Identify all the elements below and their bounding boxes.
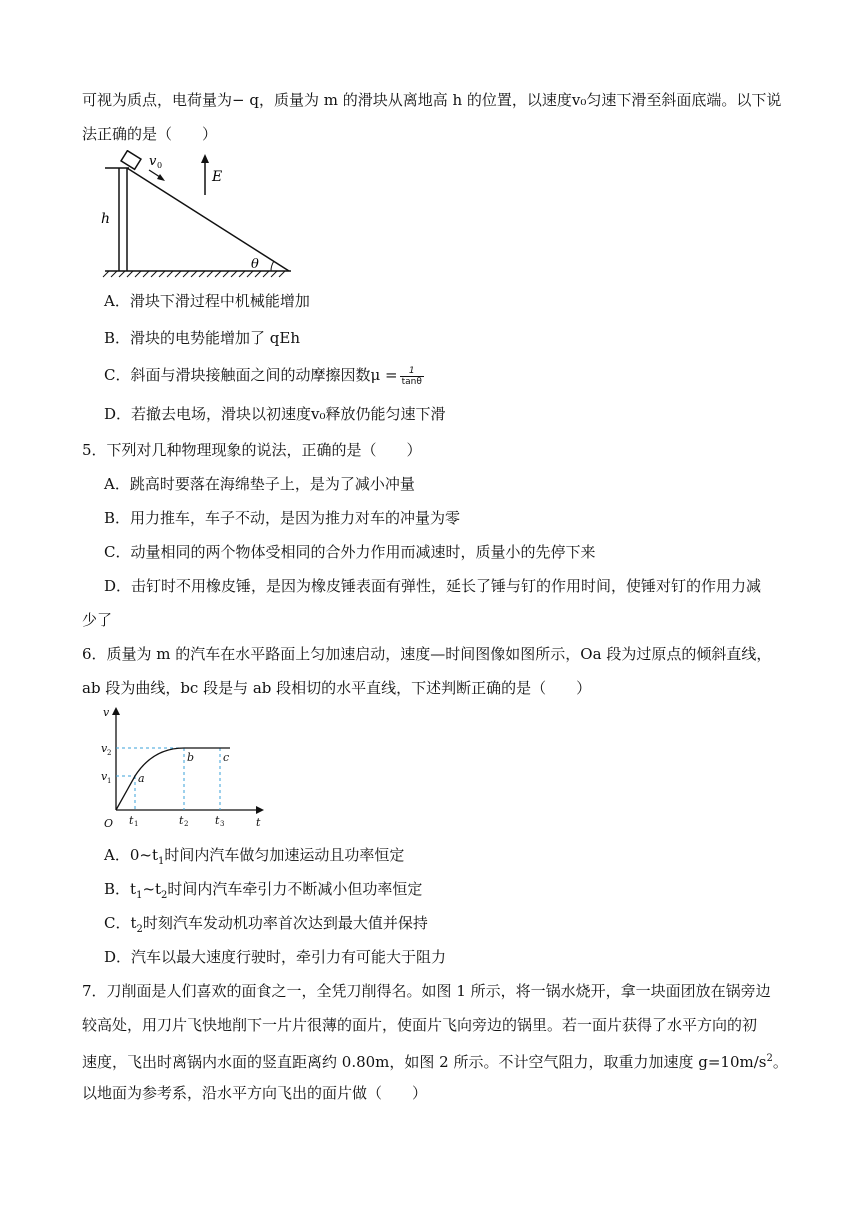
q7-line3: 速度，飞出时离锅内水面的竖直距离约 0.80m，如图 2 所示。不计空气阻力，取重力加速度 $g=10m/s^2$。 [82, 1053, 788, 1071]
q7-line1: 7．刀削面是人们喜欢的面食之一，全凭刀削得名。如图 1 所示，将一锅水烧开，拿一块面团放在锅旁边 [82, 982, 771, 1000]
q6-stem-line2: ab 段为曲线，bc 段是与 ab 段相切的水平直线，下述判断正确的是（ ） [82, 679, 592, 697]
q4-option-a: A．滑块下滑过程中机械能增加 [104, 292, 310, 310]
v-axis-label: v [103, 706, 110, 719]
q4-option-d: D．若撤去电场，滑块以初速度v₀释放仍能匀速下滑 [104, 405, 446, 423]
q6-option-d: D．汽车以最大速度行驶时，牵引力有可能大于阻力 [104, 948, 447, 966]
q6-option-c: C．$t_2$时刻汽车发动机功率首次达到最大值并保持 [104, 914, 428, 935]
q5-option-c: C．动量相同的两个物体受相同的合外力作用而减速时，质量小的先停下来 [104, 543, 596, 561]
svg-text:2: 2 [107, 749, 112, 757]
incline-figure [95, 150, 305, 280]
t2-label: t [179, 814, 184, 827]
q5-option-d-continued: 少了 [82, 611, 113, 629]
q6-option-a: A．$0\sim t_1$时间内汽车做匀加速运动且功率恒定 [104, 846, 405, 867]
t1-label: t [129, 814, 134, 827]
svg-text:2: 2 [184, 820, 189, 828]
fraction-1-over-tan-theta: $\frac{1}{\tan\theta}$ [401, 365, 422, 387]
point-b-label: b [187, 751, 195, 764]
q7-line4: 以地面为参考系，沿水平方向飞出的面片做（ ） [82, 1084, 428, 1102]
e-field-label: E [212, 169, 223, 185]
q5-option-b: B．用力推车，车子不动，是因为推力对车的冲量为零 [104, 509, 461, 527]
t3-label: t [215, 814, 220, 827]
vt-graph [98, 704, 273, 829]
q5-option-d: D．击钉时不用橡皮锤，是因为橡皮锤表面有弹性，延长了锤与钉的作用时间，使锤对钉的作用力减 [104, 577, 762, 595]
origin-label: O [104, 817, 114, 829]
v0-sub: 0 [157, 161, 163, 170]
q4-option-b: B．滑块的电势能增加了 qEh [104, 329, 301, 347]
q6-stem-line1: 6．质量为 m 的汽车在水平路面上匀加速启动，速度—时间图像如图所示，Oa 段为过原点的倾斜直线， [82, 645, 772, 663]
svg-text:1: 1 [134, 820, 139, 828]
theta-label: θ [251, 257, 259, 272]
v1-label: v [101, 770, 108, 783]
q5-option-a: A．跳高时要落在海绵垫子上，是为了减小冲量 [104, 475, 415, 493]
q4-stem-line2: 法正确的是（ ） [82, 125, 218, 143]
point-c-label: c [223, 751, 230, 764]
t-axis-label: t [256, 816, 261, 829]
q5-stem: 5．下列对几种物理现象的说法，正确的是（ ） [82, 441, 422, 459]
svg-text:3: 3 [220, 820, 225, 828]
point-a-label: a [138, 772, 145, 785]
q7-line2: 较高处，用刀片飞快地削下一片片很薄的面片，使面片飞向旁边的锅里。若一面片获得了水平方向的初 [82, 1016, 758, 1034]
q4-stem-line1: 可视为质点，电荷量为− q，质量为 m 的滑块从离地高 h 的位置，以速度v₀匀速下滑至斜面底端。以下说 [82, 91, 782, 109]
svg-text:1: 1 [107, 777, 112, 785]
q6-option-b: B．$t_1\sim t_2$时间内汽车牵引力不断减小但功率恒定 [104, 880, 423, 901]
h-label: h [101, 211, 111, 227]
v0-label: v [149, 154, 157, 169]
q4-option-c [104, 365, 424, 387]
v2-label: v [101, 742, 108, 755]
q4-option-c-text: C．斜面与滑块接触面之间的动摩擦因数μ = [104, 366, 398, 384]
